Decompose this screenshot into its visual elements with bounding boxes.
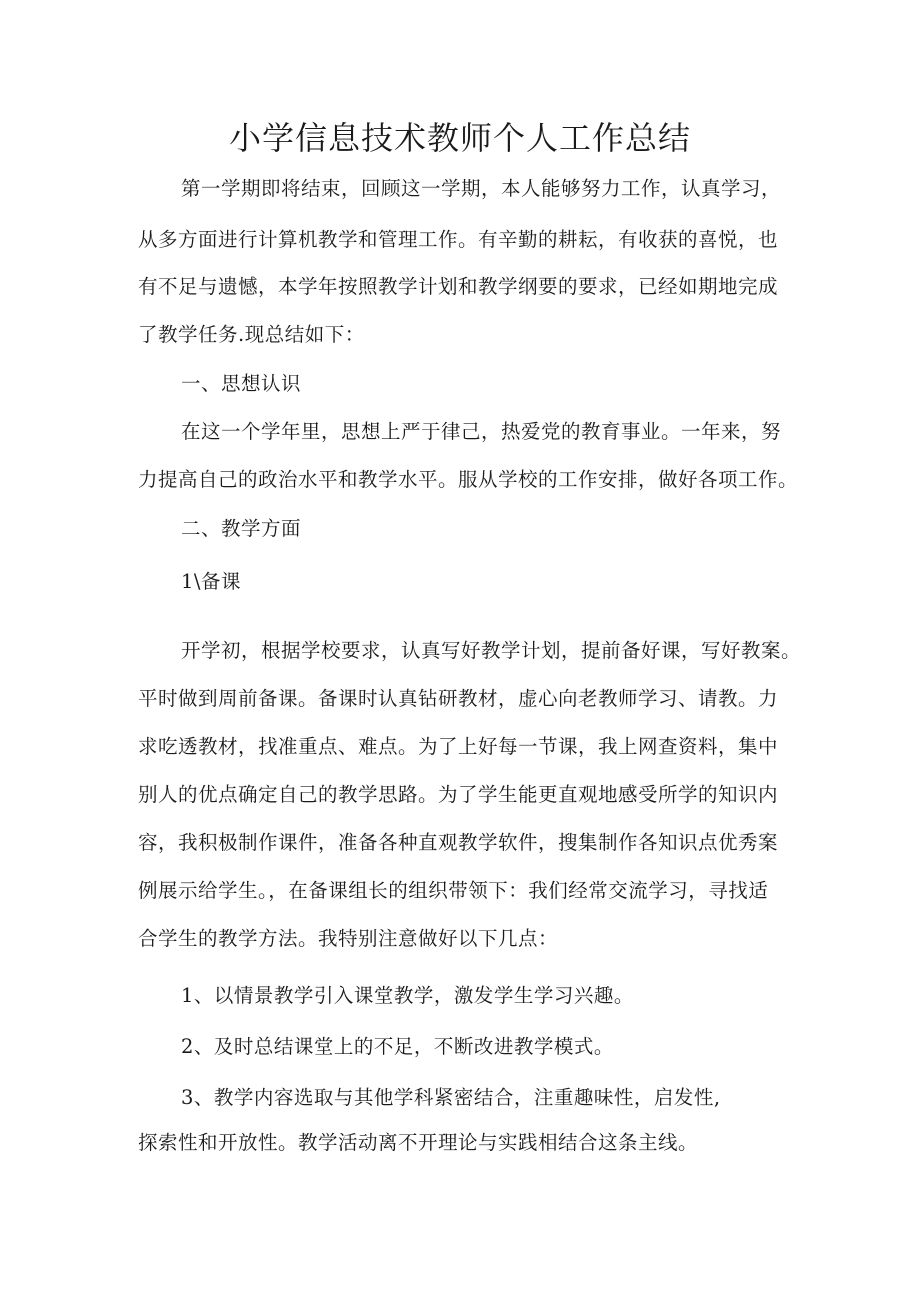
point-3: 3、教学内容选取与其他学科紧密结合，注重趣味性，启发性, xyxy=(181,1086,721,1109)
section2-heading: 二、教学方面 xyxy=(181,517,302,540)
intro-line-3: 有不足与遗憾，本学年按照教学计划和教学纲要的要求，已经如期地完成 xyxy=(138,275,779,298)
section1-line-1: 在这一个学年里，思想上严于律己，热爱党的教育事业。一年来，努 xyxy=(181,420,782,443)
section1-line-2: 力提高自己的政治水平和教学水平。服从学校的工作安排，做好各项工作。 xyxy=(138,468,799,491)
subsection1-line-2: 平时做到周前备课。备课时认真钻研教材，虚心向老教师学习、请教。力 xyxy=(138,687,779,710)
subsection1-line-4: 别人的优点确定自己的教学思路。为了学生能更直观地感受所学的知识内 xyxy=(138,783,779,806)
document-title: 小学信息技术教师个人工作总结 xyxy=(228,119,691,157)
section1-heading: 一、思想认识 xyxy=(181,372,302,395)
subsection1-line-7: 合学生的教学方法。我特别注意做好以下几点： xyxy=(138,927,559,950)
subsection1-heading: 1\备课 xyxy=(181,570,241,593)
intro-line-4: 了教学任务.现总结如下： xyxy=(138,323,365,346)
point-2: 2、及时总结课堂上的不足，不断改进教学模式。 xyxy=(181,1035,614,1058)
point-1: 1、以情景教学引入课堂教学，激发学生学习兴趣。 xyxy=(181,984,634,1007)
subsection1-line-6: 例展示给学生。，在备课组长的组织带领下：我们经常交流学习，寻找适 xyxy=(138,879,769,902)
intro-line-1: 第一学期即将结束，回顾这一学期，本人能够努力工作，认真学习， xyxy=(181,177,782,200)
subsection1-line-3: 求吃透教材，找准重点、难点。为了上好每一节课，我上网查资料，集中 xyxy=(138,735,779,758)
point-3-continuation: 探索性和开放性。教学活动离不开理论与实践相结合这条主线。 xyxy=(138,1131,699,1154)
subsection1-line-1: 开学初，根据学校要求，认真写好教学计划，提前备好课，写好教案。 xyxy=(181,639,802,662)
intro-line-2: 从多方面进行计算机教学和管理工作。有辛勤的耕耘，有收获的喜悦，也 xyxy=(138,228,779,251)
subsection1-line-5: 容，我积极制作课件，准备各种直观教学软件，搜集制作各知识点优秀案 xyxy=(138,831,779,854)
